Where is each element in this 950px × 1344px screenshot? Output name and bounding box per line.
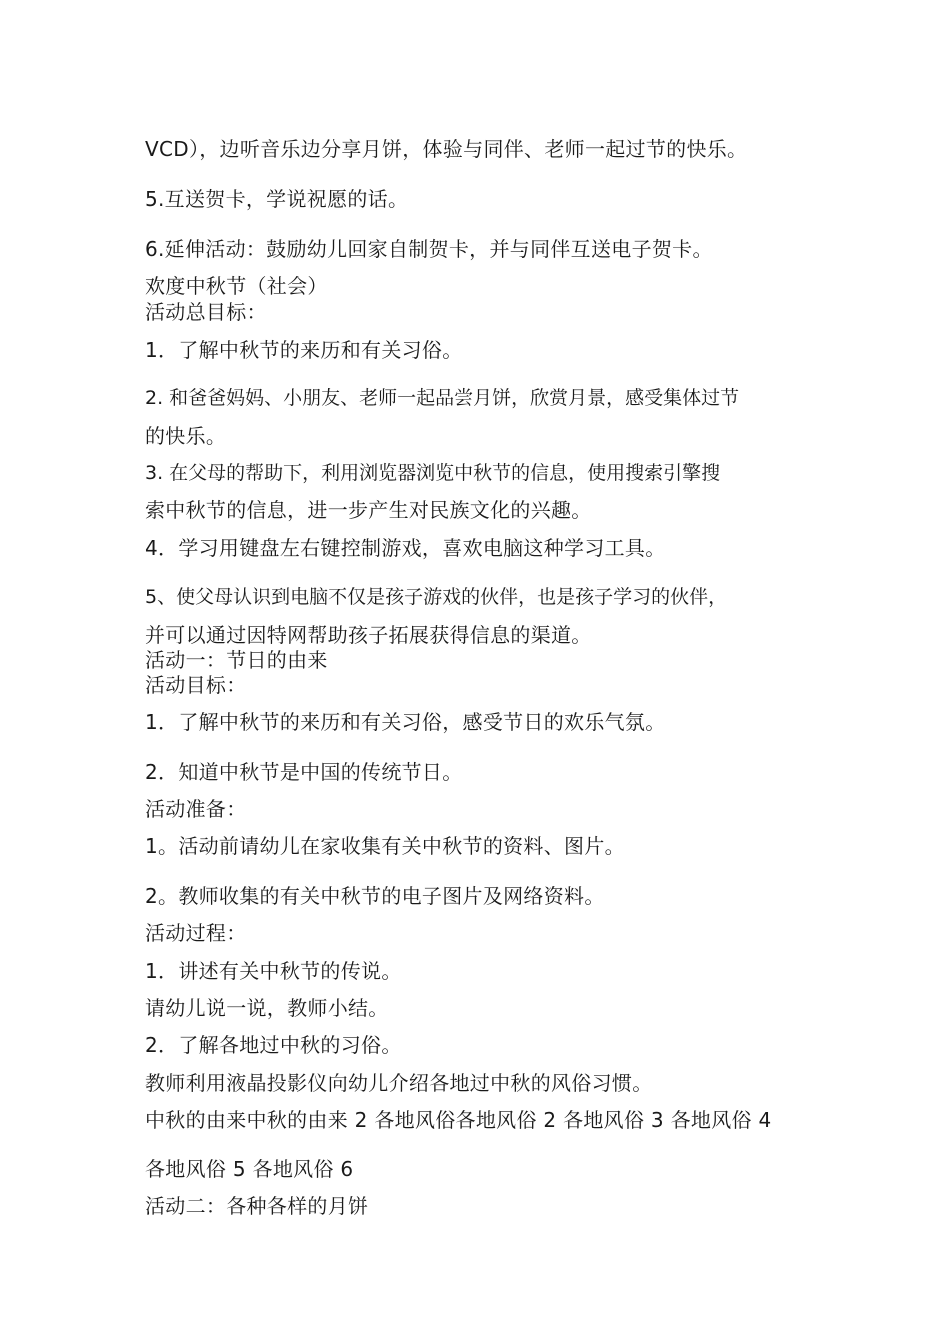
text-line: 2. 和爸爸妈妈、小朋友、老师一起品尝月饼，欣赏月景，感受集体过节: [145, 387, 740, 409]
text-line: 3. 在父母的帮助下，利用浏览器浏览中秋节的信息，使用搜索引擎搜: [145, 462, 721, 484]
section-heading: 活动一：节日的由来: [145, 648, 328, 672]
text-line: 2．了解各地过中秋的习俗。: [145, 1033, 402, 1057]
text-line: 的快乐。: [145, 424, 227, 448]
text-line: 请幼儿说一说，教师小结。: [145, 996, 389, 1020]
text-line: 活动过程：: [145, 921, 247, 945]
section-heading: 欢度中秋节（社会）: [145, 274, 328, 298]
text-line: 索中秋节的信息，进一步产生对民族文化的兴趣。: [145, 498, 592, 522]
text-line: 并可以通过因特网帮助孩子拓展获得信息的渠道。: [145, 623, 592, 647]
text-line: 中秋的由来中秋的由来 2 各地风俗各地风俗 2 各地风俗 3 各地风俗 4: [145, 1108, 772, 1132]
text-line: 活动准备：: [145, 797, 247, 821]
text-line: 5.互送贺卡，学说祝愿的话。: [145, 187, 409, 211]
text-line: 教师利用液晶投影仪向幼儿介绍各地过中秋的风俗习惯。: [145, 1071, 653, 1095]
text-line: 活动目标：: [145, 673, 247, 697]
section-heading: 活动二：各种各样的月饼: [145, 1194, 369, 1218]
text-line: 2．知道中秋节是中国的传统节日。: [145, 760, 463, 784]
text-line: 活动总目标：: [145, 300, 267, 324]
text-line: 5、使父母认识到电脑不仅是孩子游戏的伙伴，也是孩子学习的伙伴，: [145, 586, 728, 608]
text-line: 1。活动前请幼儿在家收集有关中秋节的资料、图片。: [145, 834, 625, 858]
text-line: 1．了解中秋节的来历和有关习俗，感受节日的欢乐气氛。: [145, 710, 666, 734]
text-line: 1．了解中秋节的来历和有关习俗。: [145, 338, 463, 362]
text-line: 6.延伸活动：鼓励幼儿回家自制贺卡，并与同伴互送电子贺卡。: [145, 237, 713, 261]
text-line: 4．学习用键盘左右键控制游戏，喜欢电脑这种学习工具。: [145, 536, 666, 560]
text-line: VCD），边听音乐边分享月饼，体验与同伴、老师一起过节的快乐。: [145, 137, 748, 161]
text-line: 1．讲述有关中秋节的传说。: [145, 959, 402, 983]
text-line: 2。教师收集的有关中秋节的电子图片及网络资料。: [145, 884, 605, 908]
text-line: 各地风俗 5 各地风俗 6: [145, 1157, 354, 1181]
